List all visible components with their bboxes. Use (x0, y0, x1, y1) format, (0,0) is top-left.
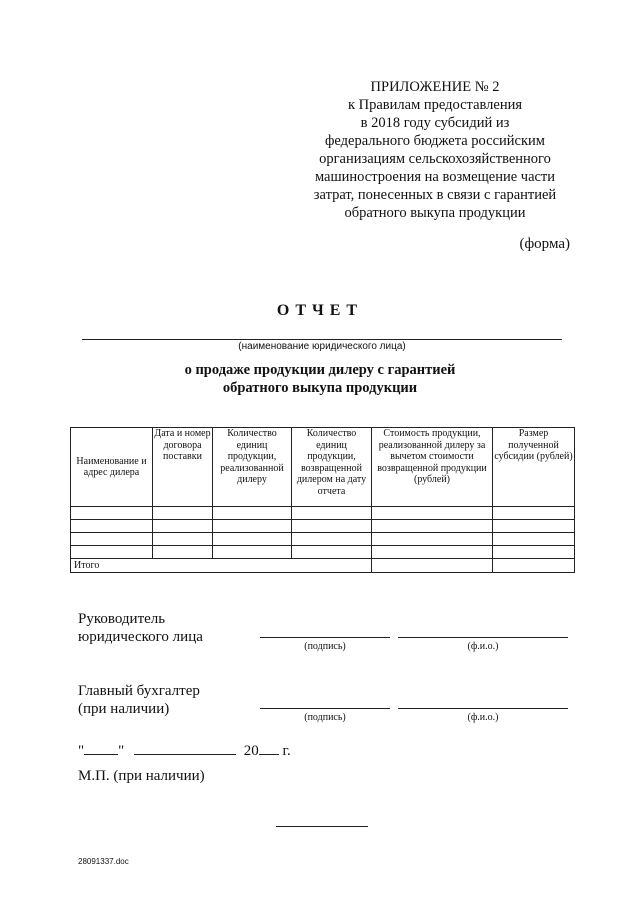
appendix-line: в 2018 году субсидий из (360, 115, 510, 131)
appendix-line: обратного выкупа продукции (344, 205, 526, 221)
header-units-returned: Количество единиц продукции, возвращенной дилером на дату отчета (292, 428, 372, 507)
table-cell[interactable] (213, 546, 292, 559)
date-day-field[interactable] (84, 742, 118, 755)
total-subsidy-cell[interactable] (493, 559, 575, 573)
appendix-line: федерального бюджета российским (325, 133, 545, 149)
table-cell[interactable] (153, 507, 213, 520)
total-cost-cell[interactable] (372, 559, 493, 573)
date-quote-open: " (78, 743, 85, 759)
date-year-prefix: 20 (243, 743, 259, 759)
table-cell[interactable] (493, 546, 575, 559)
header-dealer: Наименование и адрес дилера (71, 428, 153, 507)
accountant-name-line[interactable] (398, 708, 568, 709)
table-total-row (71, 559, 575, 573)
table-header-row (71, 428, 575, 507)
accountant-name-caption: (ф.и.о.) (467, 712, 499, 723)
head-label (78, 610, 203, 646)
head-name-caption: (ф.и.о.) (467, 641, 499, 652)
table-cell[interactable] (292, 520, 372, 533)
date-quote-close: " (118, 743, 125, 759)
legal-entity-line[interactable] (82, 339, 562, 340)
appendix-block (300, 78, 570, 222)
table-row (71, 520, 575, 533)
total-label: Итого (71, 559, 372, 573)
accountant-label-line: (при наличии) (78, 701, 170, 717)
table-cell[interactable] (153, 520, 213, 533)
header-contract: Дата и номер договора поставки (153, 428, 213, 507)
appendix-line: затрат, понесенных в связи с гарантией (313, 187, 557, 203)
appendix-line: организациям сельскохозяйственного (319, 151, 551, 167)
accountant-label (78, 682, 200, 718)
appendix-line: к Правилам предоставления (347, 97, 523, 113)
table-cell[interactable] (292, 507, 372, 520)
accountant-label-line: Главный бухгалтер (78, 683, 200, 699)
subtitle-line: обратного выкупа продукции (222, 380, 418, 396)
date-month-field[interactable] (134, 742, 236, 755)
table-cell[interactable] (153, 546, 213, 559)
head-label-line: Руководитель (78, 611, 166, 627)
form-label: (форма) (519, 236, 570, 252)
header-subsidy: Размер полученной субсидии (рублей) (493, 428, 575, 507)
table-cell[interactable] (71, 533, 153, 546)
table-cell[interactable] (153, 533, 213, 546)
report-subtitle (0, 361, 640, 397)
table-row (71, 533, 575, 546)
head-name-line[interactable] (398, 637, 568, 638)
head-signature-caption: (подпись) (304, 641, 346, 652)
accountant-signature-line[interactable] (260, 708, 390, 709)
date-year-field[interactable] (259, 742, 279, 755)
table-cell[interactable] (71, 507, 153, 520)
subtitle-line: о продаже продукции дилеру с гарантией (184, 362, 456, 378)
date-year-suffix: г. (282, 743, 291, 759)
report-table (70, 427, 575, 573)
table-cell[interactable] (213, 520, 292, 533)
date-line (78, 742, 291, 760)
head-label-line: юридического лица (78, 629, 203, 645)
table-cell[interactable] (71, 520, 153, 533)
appendix-line: машиностроения на возмещение части (314, 169, 556, 185)
legal-entity-caption: (наименование юридического лица) (238, 341, 406, 352)
bottom-divider (276, 826, 368, 827)
table-cell[interactable] (71, 546, 153, 559)
table-row (71, 546, 575, 559)
header-cost: Стоимость продукции, реализованной дилеру за вычетом стоимости возвращенной продукции (рублей) (372, 428, 493, 507)
table-cell[interactable] (372, 546, 493, 559)
footer-filename: 28091337.doc (78, 857, 129, 866)
table-row (71, 507, 575, 520)
table-cell[interactable] (292, 533, 372, 546)
table-cell[interactable] (372, 507, 493, 520)
table-cell[interactable] (493, 520, 575, 533)
stamp-label: М.П. (при наличии) (78, 768, 205, 784)
table-cell[interactable] (372, 520, 493, 533)
table-cell[interactable] (372, 533, 493, 546)
table-cell[interactable] (493, 533, 575, 546)
table-cell[interactable] (493, 507, 575, 520)
report-title: ОТЧЕТ (276, 302, 364, 319)
appendix-number: ПРИЛОЖЕНИЕ № 2 (370, 79, 500, 95)
accountant-signature-caption: (подпись) (304, 712, 346, 723)
table-cell[interactable] (292, 546, 372, 559)
head-signature-line[interactable] (260, 637, 390, 638)
table-cell[interactable] (213, 533, 292, 546)
table-cell[interactable] (213, 507, 292, 520)
header-units-sold: Количество единиц продукции, реализованной дилеру (213, 428, 292, 507)
